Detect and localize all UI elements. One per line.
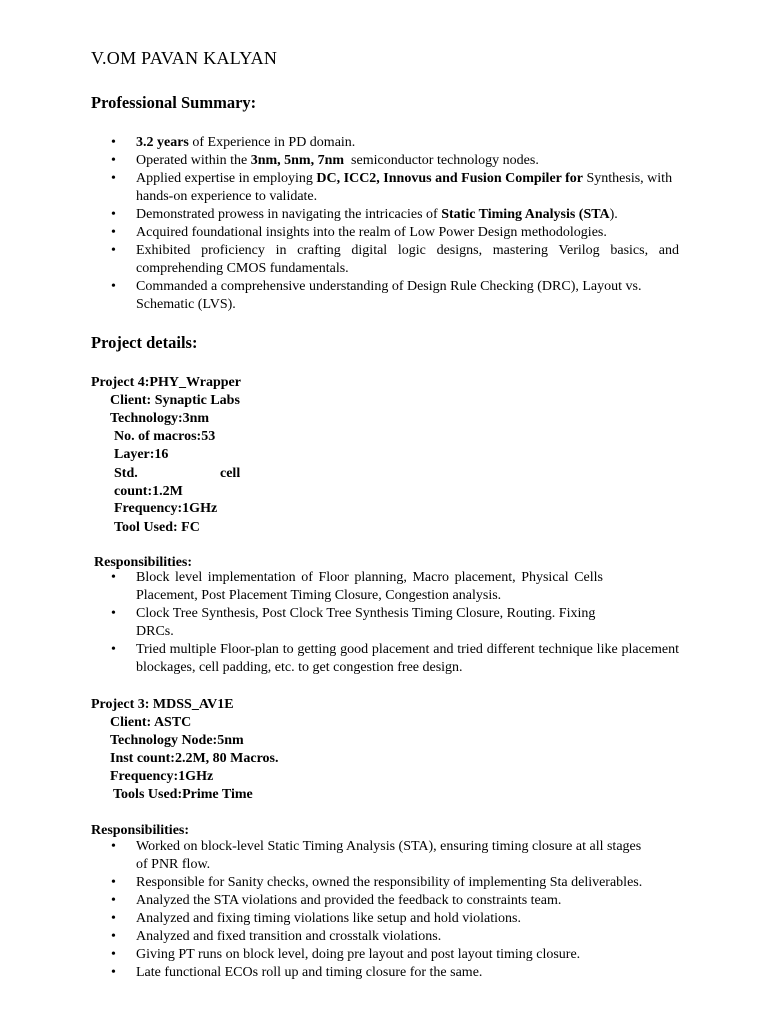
list-item: • Giving PT runs on block level, doing pre layout and post layout timing closure. (91, 946, 679, 964)
project4-responsibilities-list (91, 569, 679, 677)
project4-frequency: Frequency:1GHz (114, 501, 218, 516)
project3-frequency: Frequency:1GHz (110, 769, 214, 784)
project3-inst-count: Inst count:2.2M, 80 Macros. (110, 751, 279, 766)
list-item: • Acquired foundational insights into the realm of Low Power Design methodologies. (91, 224, 679, 242)
project4-std: Std. (114, 466, 138, 481)
project4-layer: Layer:16 (114, 447, 169, 462)
list-item: • Block level implementation of Floor planning, Macro placement, Physical Cells Placement, Post Placement Timing Closure, Congestion analysis. (91, 569, 603, 605)
list-item: • Clock Tree Synthesis, Post Clock Tree Synthesis Timing Closure, Routing. Fixing DRCs. (91, 605, 603, 641)
project4-client: Client: Synaptic Labs (110, 393, 240, 408)
project4-macros: No. of macros:53 (114, 429, 216, 444)
project4-responsibilities-heading: Responsibilities: (94, 555, 193, 570)
list-item: • Analyzed and fixed transition and crosstalk violations. (91, 928, 679, 946)
list-item: • Analyzed and fixing timing violations like setup and hold violations. (91, 910, 679, 928)
list-item: • Commanded a comprehensive understanding of Design Rule Checking (DRC), Layout vs. Schematic (LVS). (91, 278, 679, 314)
list-item: • Tried multiple Floor-plan to getting good placement and tried different technique like placement blockages, cell padding, etc. to get congestion free design. (91, 641, 679, 677)
list-item: • Applied expertise in employing DC, ICC2, Innovus and Fusion Compiler for Synthesis, with hands-on experience to validate. (91, 170, 679, 206)
project4-count: count:1.2M (114, 484, 183, 499)
project4-technology: Technology:3nm (110, 411, 210, 426)
summary-heading: Professional Summary: (91, 93, 257, 112)
project-details-heading: Project details: (91, 333, 198, 352)
summary-list (91, 134, 679, 314)
list-item: • Operated within the 3nm, 5nm, 7nm semiconductor technology nodes. (91, 152, 679, 170)
project4-tool: Tool Used: FC (114, 520, 200, 535)
list-item: • Responsible for Sanity checks, owned the responsibility of implementing Sta deliverables. (91, 874, 679, 892)
list-item: • Worked on block-level Static Timing Analysis (STA), ensuring timing closure at all stages of PNR flow. (91, 838, 648, 874)
project3-tools: Tools Used:Prime Time (113, 787, 253, 802)
list-item: • Demonstrated prowess in navigating the intricacies of Static Timing Analysis (STA). (91, 206, 679, 224)
project3-technology: Technology Node:5nm (110, 733, 244, 748)
project3-responsibilities-heading: Responsibilities: (91, 823, 190, 838)
project4-title: Project 4:PHY_Wrapper (91, 375, 241, 390)
list-item: • Analyzed the STA violations and provided the feedback to constraints team. (91, 892, 679, 910)
project3-client: Client: ASTC (110, 715, 192, 730)
project3-responsibilities-list (91, 838, 679, 982)
candidate-name: V.OM PAVAN KALYAN (91, 48, 278, 68)
project4-cell: cell (220, 466, 241, 481)
project3-title: Project 3: MDSS_AV1E (91, 697, 234, 712)
list-item: • 3.2 years of Experience in PD domain. (91, 134, 679, 152)
list-item: • Late functional ECOs roll up and timing closure for the same. (91, 964, 679, 982)
list-item: • Exhibited proficiency in crafting digital logic designs, mastering Verilog basics, and comprehending CMOS fundamentals. (91, 242, 679, 278)
